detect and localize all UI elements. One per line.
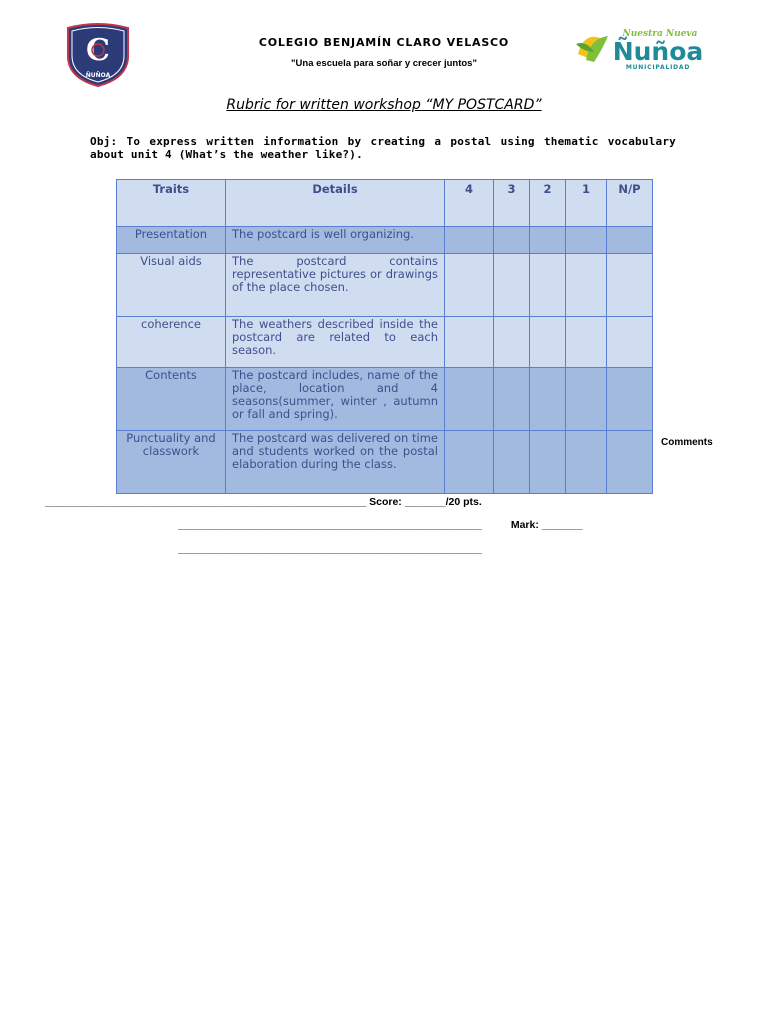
logo-tagline: Nuestra Nueva — [622, 29, 698, 39]
score-cell[interactable] — [566, 368, 607, 431]
header-score-4: 4 — [445, 180, 494, 227]
table-row — [117, 227, 653, 254]
score-cell[interactable] — [530, 317, 566, 368]
details-cell: The postcard contains representative pictures or drawings of the place chosen. — [226, 254, 445, 317]
details-cell: The postcard is well organizing. — [226, 227, 445, 254]
trait-cell: Contents — [117, 368, 226, 431]
score-cell[interactable] — [566, 317, 607, 368]
score-cell[interactable] — [566, 254, 607, 317]
table-row — [117, 431, 653, 494]
trait-cell: coherence — [117, 317, 226, 368]
score-cell[interactable] — [607, 431, 653, 494]
score-cell[interactable] — [494, 368, 530, 431]
score-cell[interactable] — [607, 368, 653, 431]
trait-cell: Visual aids — [117, 254, 226, 317]
score-cell[interactable] — [566, 227, 607, 254]
score-cell[interactable] — [445, 317, 494, 368]
score-cell[interactable] — [530, 368, 566, 431]
score-cell[interactable] — [530, 431, 566, 494]
school-name: COLEGIO BENJAMÍN CLARO VELASCO — [258, 36, 510, 49]
blank-line[interactable]: ____________________________________________________ — [178, 543, 482, 555]
score-cell[interactable] — [494, 254, 530, 317]
objective-text: Obj: To express written information by creating a postal using thematic vocabulary about unit 4 (What’s the weather like?). — [90, 135, 676, 161]
score-cell[interactable] — [494, 431, 530, 494]
trait-cell: Presentation — [117, 227, 226, 254]
municipal-logo-icon — [574, 24, 712, 72]
trait-cell: Punctuality and classwork — [117, 431, 226, 494]
score-cell[interactable] — [607, 317, 653, 368]
details-cell: The postcard was delivered on time and students worked on the postal elaboration during the class. — [226, 431, 445, 494]
score-cell[interactable] — [494, 227, 530, 254]
details-cell: The postcard includes, name of the place, location and 4 seasons(summer, winter , autumn or fall and spring). — [226, 368, 445, 431]
header-score-1: 1 — [566, 180, 607, 227]
crest-text: ÑUÑOA — [85, 72, 111, 79]
score-cell[interactable] — [566, 431, 607, 494]
school-motto: "Una escuela para soñar y crecer juntos" — [291, 58, 477, 69]
table-row — [117, 368, 653, 431]
logo-subtitle: MUNICIPALIDAD — [625, 64, 691, 71]
header-score-2: 2 — [530, 180, 566, 227]
score-cell[interactable] — [445, 254, 494, 317]
score-cell[interactable] — [607, 227, 653, 254]
rubric-table — [116, 179, 653, 494]
score-line[interactable]: _______________________________________________________ Score: _______/20 pts. — [45, 496, 482, 508]
table-row — [117, 317, 653, 368]
details-cell: The weathers described inside the postcard are related to each season. — [226, 317, 445, 368]
header-score-3: 3 — [494, 180, 530, 227]
score-cell[interactable] — [530, 254, 566, 317]
score-cell[interactable] — [445, 431, 494, 494]
score-cell[interactable] — [445, 227, 494, 254]
score-cell[interactable] — [530, 227, 566, 254]
table-row — [117, 254, 653, 317]
header-details: Details — [226, 180, 445, 227]
mark-line[interactable]: ____________________________________________________ Mark: _______ — [178, 519, 583, 531]
comments-label: Comments — [661, 437, 713, 448]
score-cell[interactable] — [607, 254, 653, 317]
score-cell[interactable] — [494, 317, 530, 368]
score-cell[interactable] — [445, 368, 494, 431]
rubric-title: Rubric for written workshop “MY POSTCARD” — [226, 97, 542, 113]
header-np: N/P — [607, 180, 653, 227]
crest-letter: C — [86, 33, 110, 68]
header-traits: Traits — [117, 180, 226, 227]
table-header-row — [117, 180, 653, 227]
logo-name: Ñuñoa — [612, 37, 704, 66]
school-crest-icon — [62, 22, 134, 88]
